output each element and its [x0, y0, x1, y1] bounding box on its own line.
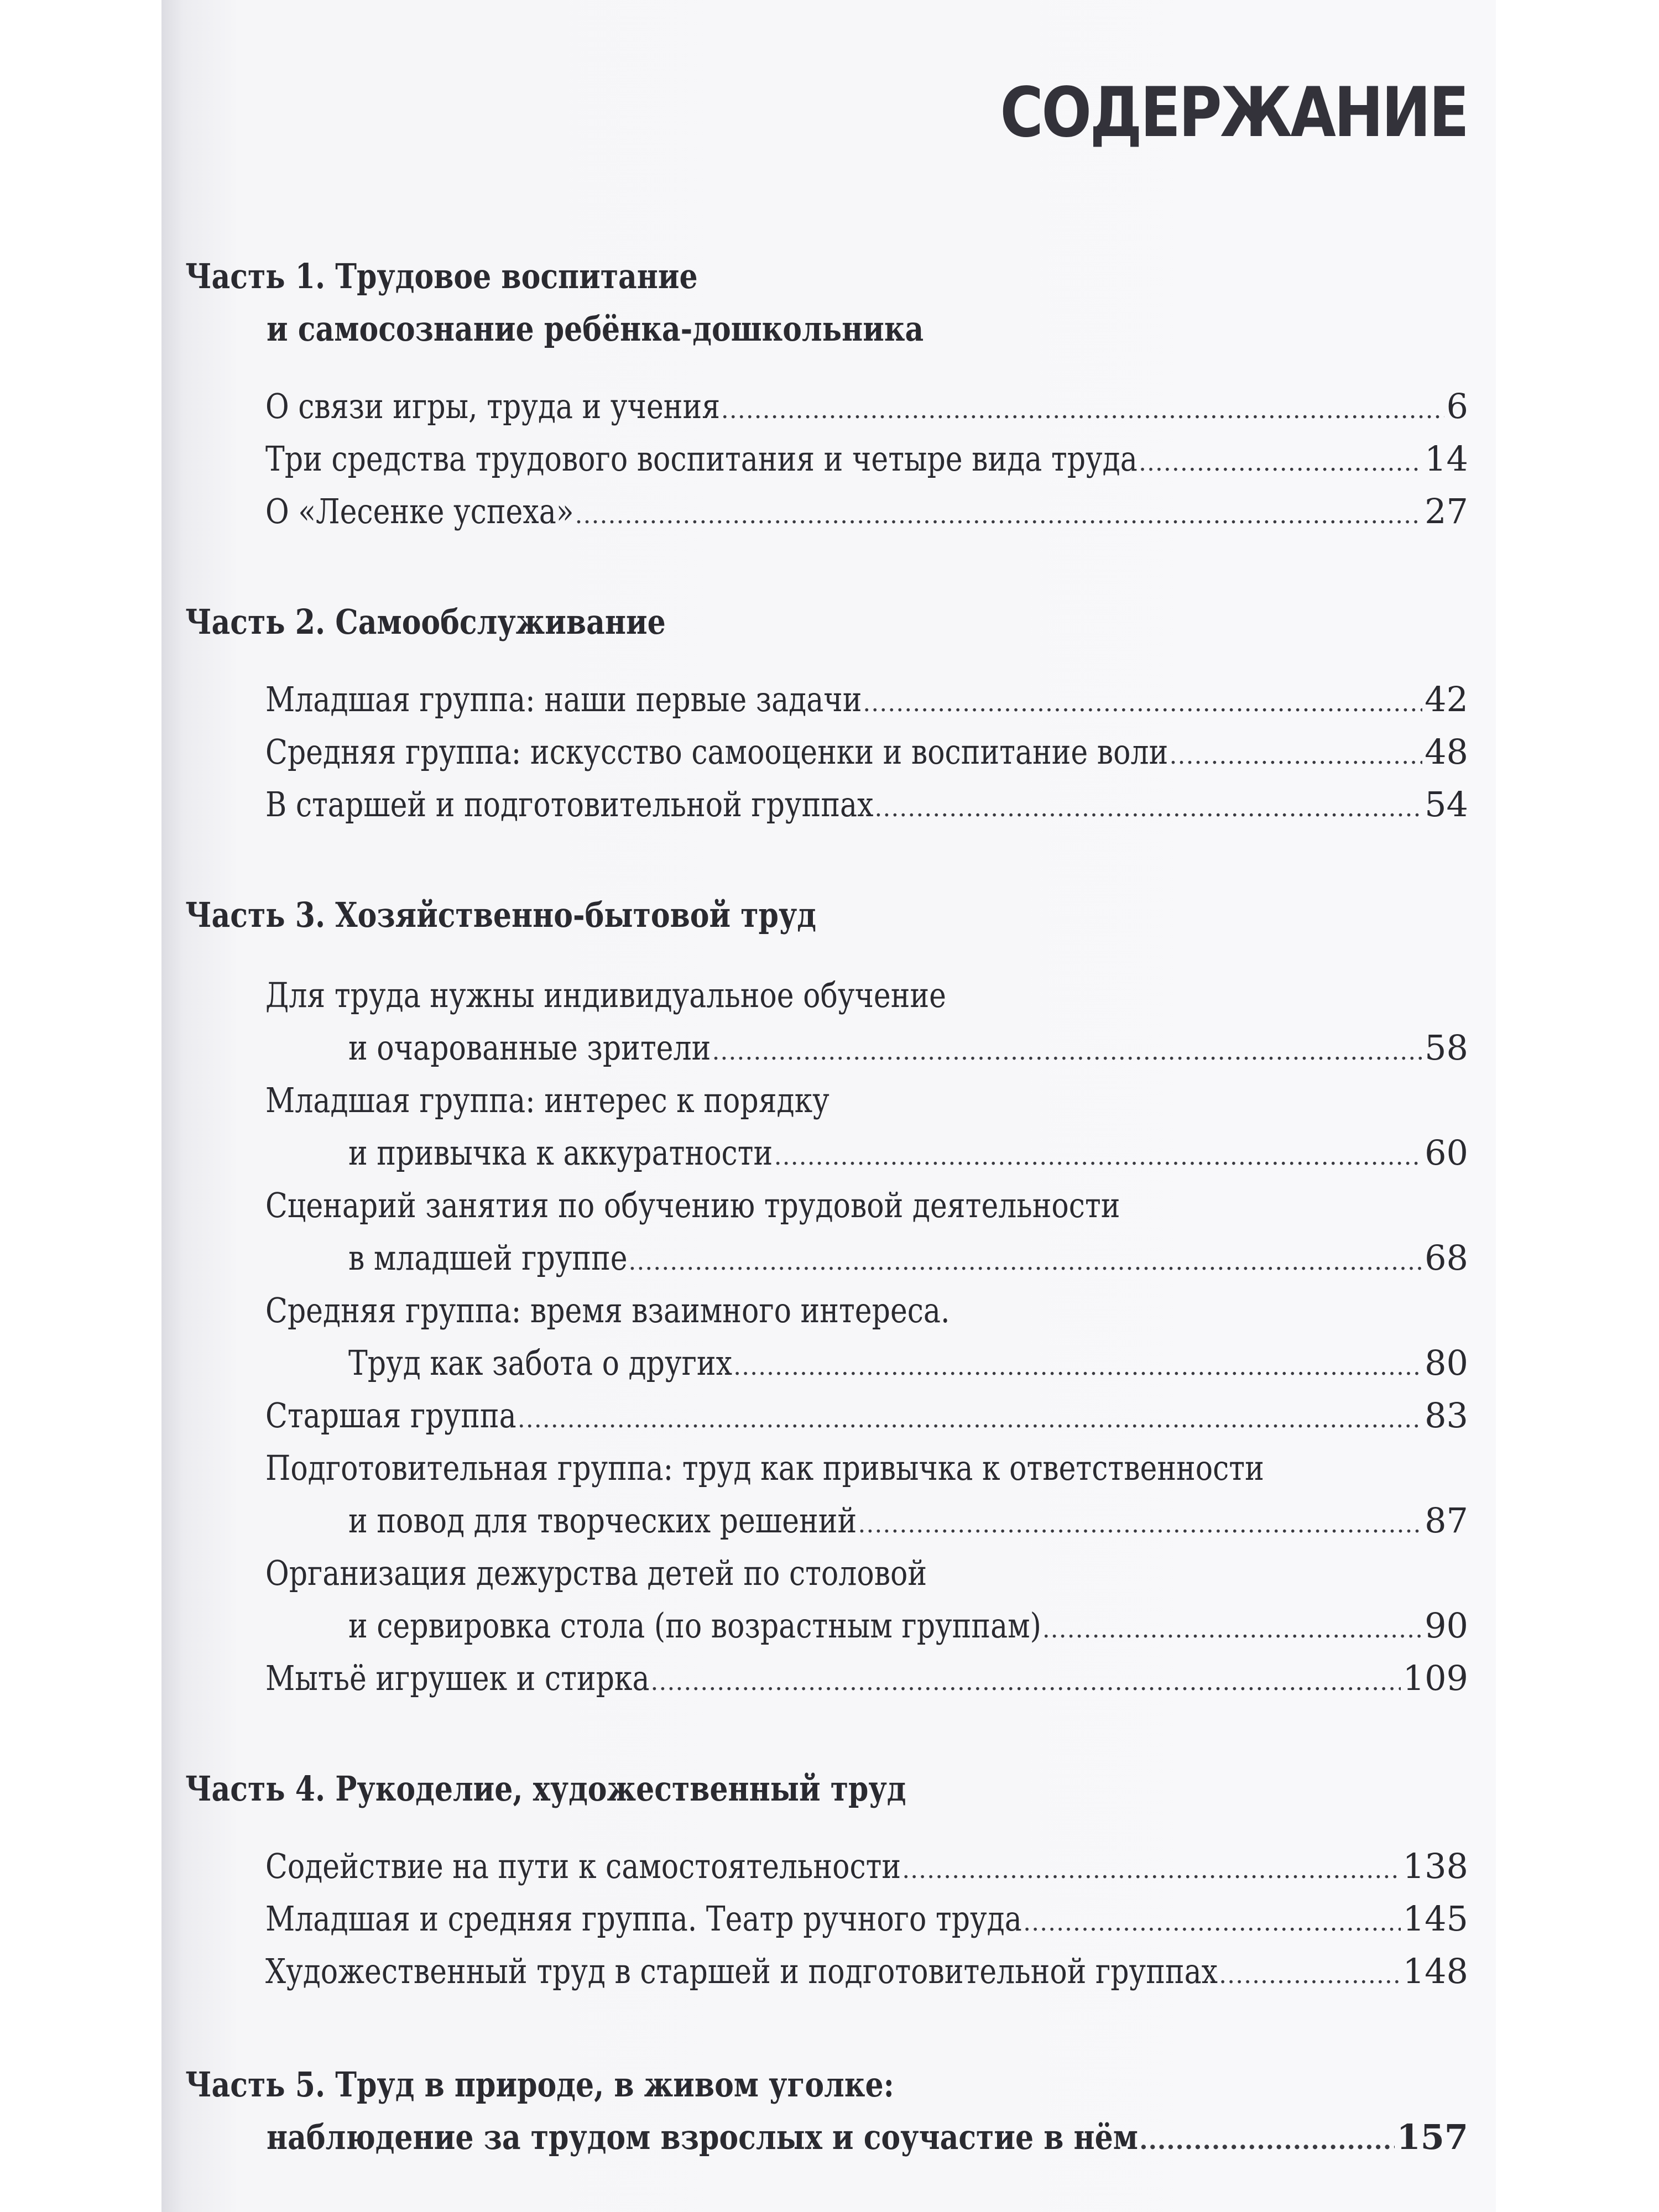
page-number: 109: [1402, 1658, 1468, 1698]
page-number: 48: [1425, 732, 1468, 772]
part-3-heading: [161, 890, 1496, 940]
dot-leader: [863, 679, 1422, 728]
toc-entry-text: В старшей и подготовительной группах: [265, 784, 874, 825]
toc-entry: [161, 1338, 1496, 1388]
toc-entry-text: Художественный труд в старшей и подготовительной группах: [265, 1951, 1218, 1991]
dot-leader: [721, 385, 1444, 435]
part-3-heading-text: Часть 3. Хозяйственно-бытовой труд: [185, 895, 817, 935]
dot-leader: [1219, 1950, 1401, 2000]
page-number: 42: [1425, 679, 1468, 719]
toc-entry: [161, 1391, 1496, 1441]
part-5-heading-continued: [161, 2112, 1496, 2162]
toc-entry-text: Средняя группа: искусство самооценки и воспитание воли: [265, 732, 1168, 772]
toc-entry-text: и повод для творческих решений: [348, 1500, 857, 1541]
page-number: 68: [1425, 1238, 1468, 1278]
toc-entry: [161, 1128, 1496, 1178]
toc-entry-text: Младшая и средняя группа. Театр ручного труда: [265, 1898, 1022, 1939]
dot-leader: [858, 1500, 1422, 1550]
toc-entry-text: в младшей группе: [348, 1238, 628, 1278]
dot-leader: [1170, 731, 1423, 781]
dot-leader: [575, 491, 1423, 540]
page-number: 80: [1425, 1343, 1468, 1383]
toc-entry-text: Старшая группа: [265, 1395, 517, 1436]
part-5-heading-continued-text: наблюдение за трудом взрослых и соучастие в нём: [267, 2117, 1139, 2157]
part-1-heading: [161, 252, 1496, 301]
toc-entry-first-line: [161, 1076, 1496, 1125]
toc-entry-text: Труд как забота о других: [348, 1343, 732, 1383]
toc-entry: [161, 1023, 1496, 1073]
toc-entry-first-line: [161, 1286, 1496, 1335]
toc-entry: [161, 1947, 1496, 1996]
toc-entry: [161, 727, 1496, 777]
dot-leader: [712, 1027, 1422, 1077]
toc-entry: [161, 780, 1496, 830]
dot-leader: [518, 1395, 1422, 1444]
page-number: 27: [1425, 491, 1468, 531]
toc-entry-text: и привычка к аккуратности: [348, 1133, 773, 1173]
toc-entry-first-line-text: Подготовительная группа: труд как привычка к ответственности: [265, 1448, 1264, 1488]
toc-entry-text: и очарованные зрители: [348, 1027, 711, 1068]
toc-entry: [161, 434, 1496, 484]
page-number: 145: [1402, 1898, 1468, 1939]
toc-entry-first-line-text: Для труда нужны индивидуальное обучение: [265, 975, 947, 1015]
toc-entry-first-line-text: Младшая группа: интерес к порядку: [265, 1080, 830, 1120]
page-number: 157: [1396, 2117, 1468, 2157]
toc-entry: [161, 1601, 1496, 1651]
toc-entry-text: Три средства трудового воспитания и четыре вида труда: [265, 439, 1138, 479]
toc-entry: [161, 487, 1496, 536]
dot-leader: [1042, 1605, 1422, 1655]
toc-entry: [161, 1653, 1496, 1703]
part-1-heading-text: Часть 1. Трудовое воспитание: [185, 256, 698, 296]
dot-leader: [650, 1657, 1400, 1707]
book-page: [161, 0, 1496, 2212]
toc-entry: [161, 1233, 1496, 1283]
part-4-heading: [161, 1764, 1496, 1814]
toc-entry-first-line: [161, 971, 1496, 1020]
page-number: 54: [1425, 784, 1468, 825]
page-title: СОДЕРЖАНИЕ: [1000, 73, 1467, 153]
toc-entry-text: Мытьё игрушек и стирка: [265, 1658, 650, 1698]
toc-entry-text: О «Лесенке успеха»: [265, 491, 574, 531]
dot-leader: [628, 1237, 1422, 1287]
part-5-heading: [161, 2060, 1496, 2110]
dot-leader: [874, 784, 1422, 833]
toc-entry: [161, 1496, 1496, 1546]
toc-entry: [161, 1894, 1496, 1944]
toc-entry-first-line-text: Средняя группа: время взаимного интереса.: [265, 1290, 950, 1331]
page-number: 60: [1425, 1133, 1468, 1173]
toc-entry: [161, 382, 1496, 431]
toc-entry: [161, 1841, 1496, 1891]
dot-leader: [1139, 2116, 1394, 2166]
dot-leader: [774, 1132, 1422, 1182]
page-number: 87: [1425, 1500, 1468, 1541]
dot-leader: [1139, 438, 1422, 488]
toc-entry-first-line: [161, 1181, 1496, 1230]
page-number: 148: [1402, 1951, 1468, 1991]
toc-entry-text: О связи игры, труда и учения: [265, 386, 721, 426]
dot-leader: [733, 1342, 1422, 1392]
toc-entry-first-line-text: Организация дежурства детей по столовой: [265, 1553, 927, 1593]
part-1-heading-continued: [161, 304, 1496, 354]
toc-entry: [161, 675, 1496, 724]
toc-entry-text: Младшая группа: наши первые задачи: [265, 679, 862, 719]
toc-entry-first-line-text: Сценарий занятия по обучению трудовой деятельности: [265, 1185, 1120, 1225]
page-number: 58: [1425, 1027, 1468, 1068]
page-number: 83: [1425, 1395, 1468, 1436]
toc-entry-text: и сервировка стола (по возрастным группам): [348, 1605, 1042, 1646]
part-1-heading-continued-text: и самосознание ребёнка-дошкольника: [267, 309, 924, 349]
page-number: 6: [1446, 386, 1468, 426]
toc-entry-text: Содействие на пути к самостоятельности: [265, 1846, 901, 1886]
page-number: 14: [1425, 439, 1468, 479]
toc-entry-first-line: [161, 1443, 1496, 1493]
page-number: 90: [1425, 1605, 1468, 1646]
dot-leader: [1023, 1898, 1401, 1948]
page-number: 138: [1402, 1846, 1468, 1886]
part-2-heading-text: Часть 2. Самообслуживание: [185, 602, 666, 642]
part-4-heading-text: Часть 4. Рукоделие, художественный труд: [185, 1768, 906, 1809]
toc-entry-first-line: [161, 1548, 1496, 1598]
part-5-heading-text: Часть 5. Труд в природе, в живом уголке:: [185, 2064, 894, 2105]
dot-leader: [902, 1845, 1400, 1895]
part-2-heading: [161, 597, 1496, 647]
